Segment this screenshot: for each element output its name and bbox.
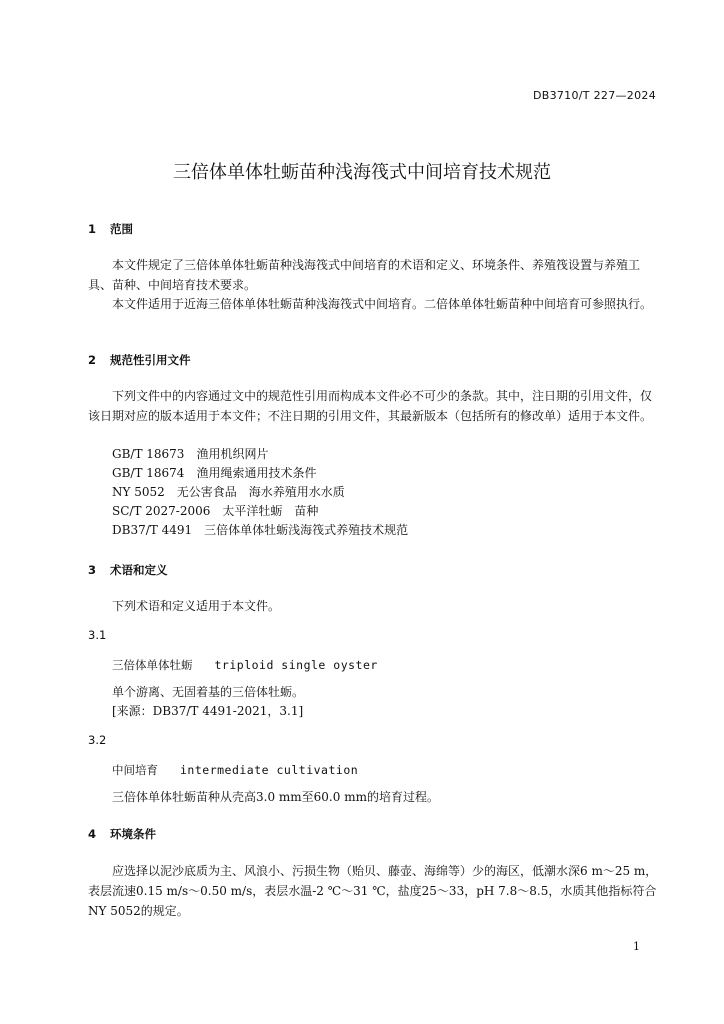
section-4-heading — [88, 826, 156, 842]
section-title: 范围 — [110, 222, 134, 236]
section-title: 规范性引用文件 — [110, 353, 191, 367]
term-3-1-definition: 单个游离、无固着基的三倍体牡蛎。 — [112, 685, 305, 699]
term-3-2-definition: 三倍体单体牡蛎苗种从壳高3.0 mm至60.0 mm的培育过程。 — [112, 790, 439, 804]
page-number: 1 — [633, 940, 640, 953]
term-3-1 — [112, 657, 378, 673]
section-number: 2 — [88, 353, 97, 367]
section-title: 环境条件 — [110, 827, 157, 841]
standard-code: DB3710/T 227—2024 — [532, 89, 656, 102]
section-1-heading — [88, 221, 133, 237]
section-number: 3 — [88, 563, 97, 577]
term-chinese: 三倍体单体牡蛎 — [112, 658, 193, 672]
reference-item: SC/T 2027-2006 太平洋牡蛎 苗种 — [112, 504, 319, 518]
reference-item: GB/T 18673 渔用机织网片 — [112, 447, 269, 461]
section-number: 4 — [88, 827, 97, 841]
section-3-paragraph-1: 下列术语和定义适用于本文件。 — [112, 599, 281, 613]
reference-item: GB/T 18674 渔用绳索通用技术条件 — [112, 466, 317, 480]
reference-item: DB37/T 4491 三倍体单体牡蛎浅海筏式养殖技术规范 — [112, 523, 409, 537]
term-3-2 — [112, 762, 358, 778]
document-title: 三倍体单体牡蛎苗种浅海筏式中间培育技术规范 — [173, 162, 551, 183]
section-1-paragraph-1: 本文件规定了三倍体单体牡蛎苗种浅海筏式中间培育的术语和定义、环境条件、养殖筏设置与养殖工具、苗种、中间培育技术要求。 — [88, 258, 641, 292]
section-number: 1 — [88, 222, 97, 236]
reference-item: NY 5052 无公害食品 海水养殖用水水质 — [112, 485, 345, 499]
term-english: triploid single oyster — [214, 658, 378, 672]
term-chinese: 中间培育 — [112, 763, 158, 777]
section-4-paragraph-1: 应选择以泥沙底质为主、风浪小、污损生物（贻贝、藤壶、海绵等）少的海区，低潮水深6 m～25 m，表层流速0.15 m/s～0.50 m/s，表层水温-2 ℃～31 ℃，盐度25～33，pH 7.8～8.5，水质其他指标符合NY 5052的规定。 — [88, 864, 658, 918]
term-3-1-number: 3.1 — [88, 628, 107, 642]
term-3-2-number: 3.2 — [88, 733, 107, 747]
term-3-1-source: [来源：DB37/T 4491-2021，3.1] — [112, 704, 304, 718]
section-1-paragraph-2: 本文件适用于近海三倍体单体牡蛎苗种浅海筏式中间培育。二倍体单体牡蛎苗种中间培育可参照执行。 — [112, 297, 653, 311]
term-english: intermediate cultivation — [180, 763, 359, 777]
section-2-paragraph-1: 下列文件中的内容通过文中的规范性引用而构成本文件必不可少的条款。其中，注日期的引用文件，仅该日期对应的版本适用于本文件；不注日期的引用文件，其最新版本（包括所有的修改单）适用于本文件。 — [88, 389, 653, 423]
section-2-heading — [88, 352, 191, 368]
section-3-heading — [88, 562, 168, 578]
section-title: 术语和定义 — [110, 563, 168, 577]
